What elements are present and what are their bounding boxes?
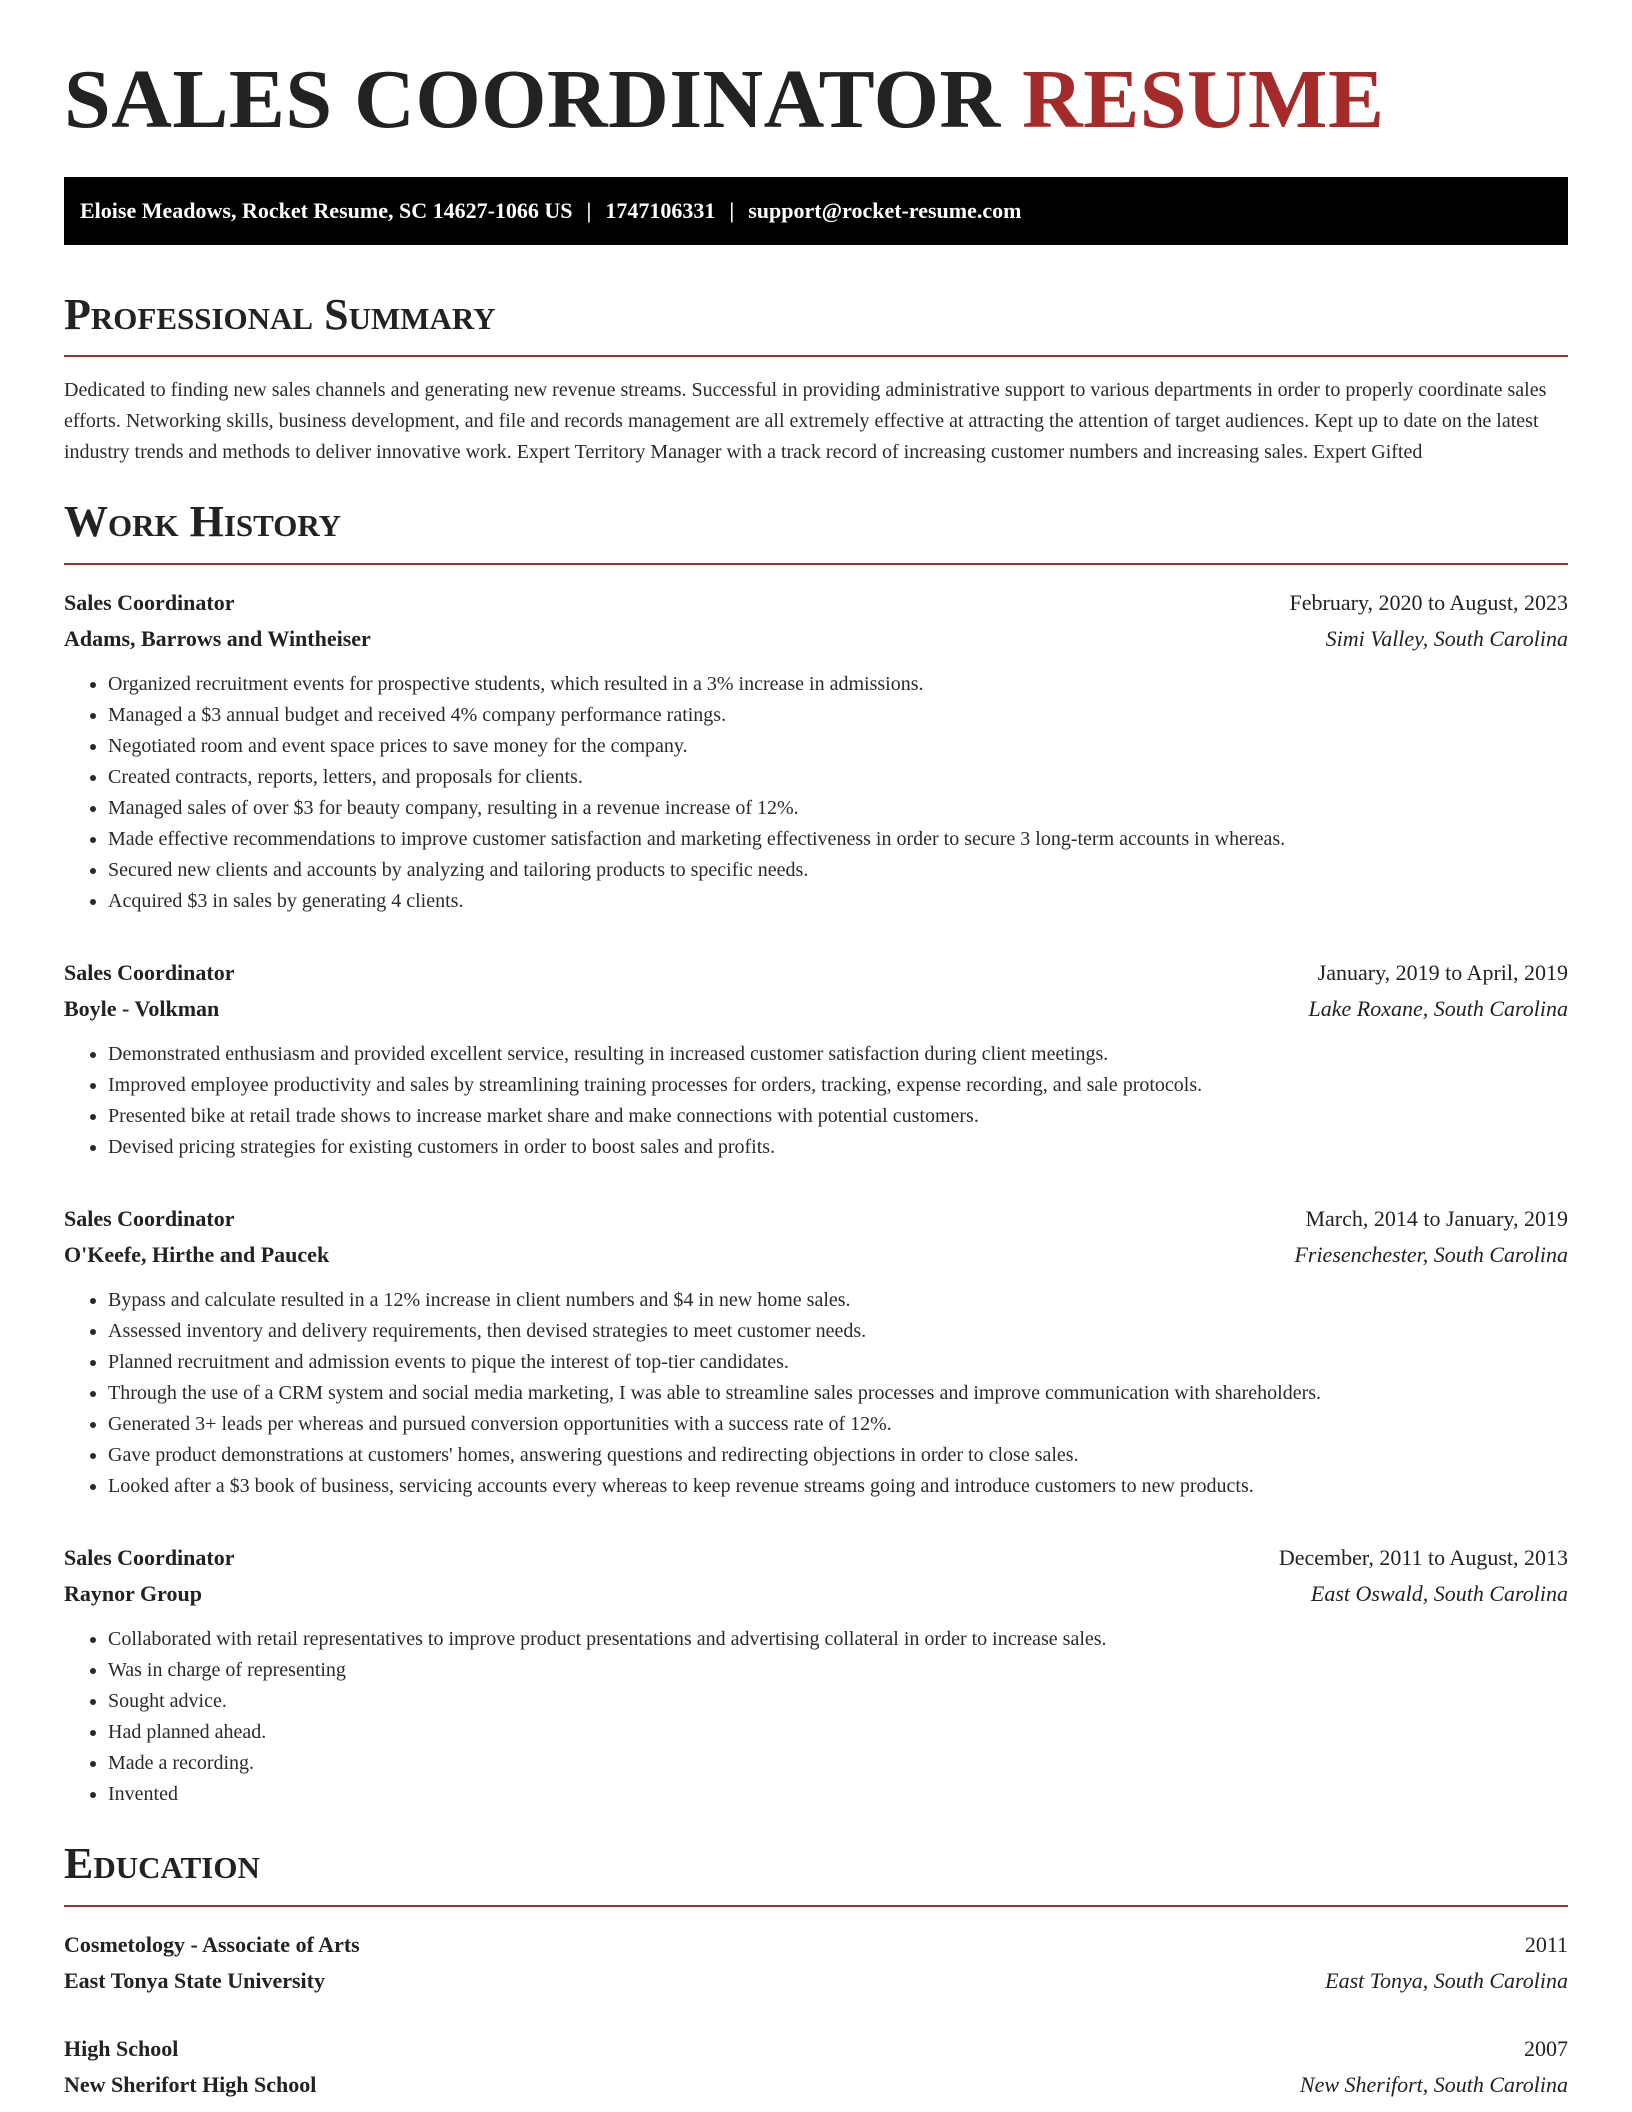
section-divider <box>64 355 1568 357</box>
education-location: East Tonya, South Carolina <box>1325 1967 1568 1993</box>
job-title: Sales Coordinator <box>64 1206 235 1232</box>
job-bullet-list <box>64 1039 1568 1163</box>
education-school: East Tonya State University <box>64 1967 325 1993</box>
education-degree: Cosmetology - Associate of Arts <box>64 1931 360 1957</box>
education-year: 2007 <box>1524 2035 1568 2061</box>
job-entry <box>64 955 1568 1163</box>
title-main: SALES COORDINATOR <box>64 53 1001 146</box>
job-company: Adams, Barrows and Wintheiser <box>64 626 371 652</box>
job-dates: December, 2011 to August, 2013 <box>1278 1545 1568 1571</box>
job-dates: March, 2014 to January, 2019 <box>1305 1206 1568 1232</box>
job-bullet: • Demonstrated enthusiasm and provided excellent service, resulting in increased customer satisfaction during client meetings. <box>108 1039 1568 1070</box>
job-bullet: • Organized recruitment events for prospective students, which resulted in a 3% increase in admissions. <box>108 669 1568 700</box>
job-location: Simi Valley, South Carolina <box>1325 626 1568 652</box>
job-bullet: • Gave product demonstrations at customers' homes, answering questions and redirecting objections in order to close sales. <box>108 1440 1568 1471</box>
job-bullet-list <box>64 1624 1568 1810</box>
job-bullet: • Generated 3+ leads per whereas and pursued conversion opportunities with a success rate of 12%. <box>108 1409 1568 1440</box>
job-entry <box>64 1201 1568 1502</box>
contact-phone: 1747106331 <box>605 197 716 223</box>
summary-text: Dedicated to finding new sales channels and generating new revenue streams. Successful in providing administrative support to various departments in order to properly coordinate sales efforts. Networking skills, business development, and file and records management are all extremely effective at attracting the attention of target audiences. Kept up to date on the latest industry trends and methods to deliver innovative work. Expert Territory Manager with a track record of increasing customer numbers and increasing sales. Expert Gifted <box>64 379 1547 464</box>
job-company: O'Keefe, Hirthe and Paucek <box>64 1242 330 1268</box>
job-dates: January, 2019 to April, 2019 <box>1317 960 1568 986</box>
job-location: Friesenchester, South Carolina <box>1294 1242 1568 1268</box>
education-school-row <box>64 1963 1568 1999</box>
job-title: Sales Coordinator <box>64 960 235 986</box>
job-bullet: • Collaborated with retail representatives to improve product presentations and advertising collateral in order to increase sales. <box>108 1624 1568 1655</box>
job-header-row <box>64 585 1568 621</box>
contact-address: Eloise Meadows, Rocket Resume, SC 14627-1066 US <box>80 197 573 223</box>
contact-bar <box>64 177 1568 245</box>
job-bullet: • Created contracts, reports, letters, and proposals for clients. <box>108 762 1568 793</box>
job-title: Sales Coordinator <box>64 590 235 616</box>
job-company-row <box>64 621 1568 657</box>
job-bullet: • Looked after a $3 book of business, servicing accounts every whereas to keep revenue streams going and introduce customers to new products. <box>108 1471 1568 1502</box>
education-school-row <box>64 2067 1568 2103</box>
job-bullet-list <box>64 669 1568 917</box>
education-header-row <box>64 2031 1568 2067</box>
job-bullet: • Managed sales of over $3 for beauty company, resulting in a revenue increase of 12%. <box>108 793 1568 824</box>
section-title-summary: Professional Summary <box>64 289 496 339</box>
job-bullet: • Negotiated room and event space prices to save money for the company. <box>108 731 1568 762</box>
resume-title <box>64 52 1568 149</box>
job-header-row <box>64 955 1568 991</box>
job-bullet: • Presented bike at retail trade shows to increase market share and make connections with potential customers. <box>108 1101 1568 1132</box>
job-entry <box>64 1540 1568 1810</box>
job-company: Boyle - Volkman <box>64 996 220 1022</box>
section-title-work-history: Work History <box>64 497 342 547</box>
job-bullet: • Through the use of a CRM system and social media marketing, I was able to streamline sales processes and improve communication with shareholders. <box>108 1378 1568 1409</box>
section-divider <box>64 563 1568 565</box>
job-location: East Oswald, South Carolina <box>1310 1581 1568 1607</box>
job-company-row <box>64 1237 1568 1273</box>
title-accent: RESUME <box>1022 53 1385 146</box>
education-degree: High School <box>64 2035 179 2061</box>
job-bullet: • Improved employee productivity and sales by streamlining training processes for orders, tracking, expense recording, and sale protocols. <box>108 1070 1568 1101</box>
job-bullet: • Devised pricing strategies for existing customers in order to boost sales and profits. <box>108 1132 1568 1163</box>
job-bullet: • Made effective recommendations to improve customer satisfaction and marketing effectiveness in order to secure 3 long-term accounts in whereas. <box>108 824 1568 855</box>
education-entry <box>64 2031 1568 2103</box>
job-bullet-list <box>64 1285 1568 1502</box>
job-bullet: • Acquired $3 in sales by generating 4 clients. <box>108 886 1568 917</box>
job-bullet: • Bypass and calculate resulted in a 12% increase in client numbers and $4 in new home sales. <box>108 1285 1568 1316</box>
job-header-row <box>64 1201 1568 1237</box>
contact-separator: | <box>586 197 592 223</box>
job-company: Raynor Group <box>64 1581 202 1607</box>
job-location: Lake Roxane, South Carolina <box>1308 996 1568 1022</box>
education-header-row <box>64 1927 1568 1963</box>
job-bullet: • Was in charge of representing <box>108 1655 1568 1686</box>
job-title: Sales Coordinator <box>64 1545 235 1571</box>
education-entry <box>64 1927 1568 1999</box>
job-bullet: • Secured new clients and accounts by analyzing and tailoring products to specific needs. <box>108 855 1568 886</box>
education-year: 2011 <box>1524 1931 1568 1957</box>
job-bullet: • Had planned ahead. <box>108 1717 1568 1748</box>
section-divider <box>64 1905 1568 1907</box>
contact-email: support@rocket-resume.com <box>748 197 1022 223</box>
job-bullet: • Managed a $3 annual budget and received 4% company performance ratings. <box>108 700 1568 731</box>
job-bullet: • Made a recording. <box>108 1748 1568 1779</box>
job-dates: February, 2020 to August, 2023 <box>1289 590 1568 616</box>
job-company-row <box>64 1576 1568 1612</box>
job-header-row <box>64 1540 1568 1576</box>
job-bullet: • Planned recruitment and admission events to pique the interest of top-tier candidates. <box>108 1347 1568 1378</box>
education-location: New Sherifort, South Carolina <box>1299 2071 1568 2097</box>
job-bullet: • Invented <box>108 1779 1568 1810</box>
job-bullet: • Sought advice. <box>108 1686 1568 1717</box>
job-bullet: • Assessed inventory and delivery requirements, then devised strategies to meet customer needs. <box>108 1316 1568 1347</box>
education-school: New Sherifort High School <box>64 2071 317 2097</box>
job-company-row <box>64 991 1568 1027</box>
section-title-education: Education <box>64 1839 260 1889</box>
job-entry <box>64 585 1568 917</box>
contact-separator: | <box>729 197 735 223</box>
